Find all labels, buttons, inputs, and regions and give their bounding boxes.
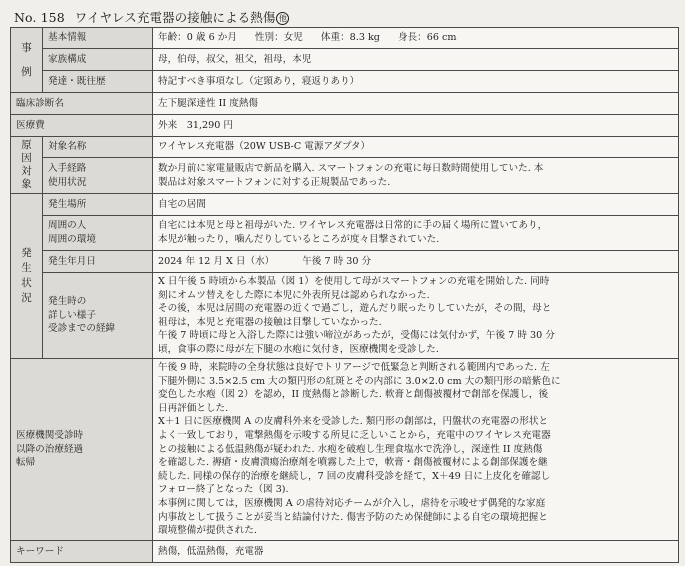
surroundings-value: 自宅には本児と母と祖母がいた. ワイヤレス充電器は日常的に手の届く場所に置いてあり， 本児が触ったり，噛んだりしているところが度々目撃されていた.	[153, 216, 679, 251]
details-label: 発生時の 詳しい様子 受診までの経緯	[43, 273, 153, 359]
row-date	[11, 251, 679, 273]
treatment-value: 午後 9 時，来院時の全身状態は良好でトリアージで低緊急と判断される範囲内であった. 左 下腿外側に 3.5×2.5 cm 大の類円形の紅斑とその内部に 3.0×2.0 cm 大の類円形の暗紫色に 変色した水疱（図 2）を認め，II 度熱傷と診断した. 軟膏と創傷被覆材で創部を保護し，後 日再評価とした. X＋1 日に医療機関 A の皮膚科外来を受診した. 類円形の創部は，円盤状の充電器の形状と よく一致しており，電撃熱傷を示唆する所見に乏しいことから，充電中のワイヤレス充電器 との接触による低温熱傷が疑われた. 水疱を破疱し生理食塩水で洗浄し，深達性 II 度熱傷 を確認した. 褥瘡・皮膚潰瘍治療剤を噴霧した上で，軟膏・創傷被覆材による創部保護を継 続した. 同様の保存的治療を継続し，7 回の皮膚科受診を経て，X＋49 日に上皮化を確認し フォロー終了となった（図 3). 本事例に関しては，医療機関 A の虐待対応チームが介入し，虐待を示唆せず偶発的な家庭 内事故として扱うことが妥当と結論付けた. 傷害予防のため保健師による自宅の環境把握と 環境整備が提供された.	[153, 359, 679, 541]
row-surroundings	[11, 216, 679, 251]
basic-info-value: 年齢：0 歳 6 か月 性別：女児 体重：8.3 kg 身長：66 cm	[153, 28, 679, 49]
keywords-label: キーワード	[11, 541, 153, 563]
cost-value: 外来 31,290 円	[153, 115, 679, 137]
row-product	[11, 137, 679, 158]
row-diagnosis	[11, 93, 679, 115]
mark-circle: 他	[276, 12, 289, 25]
row-place	[11, 194, 679, 216]
family-value: 母，伯母，叔父，祖父，祖母，本児	[153, 49, 679, 71]
date-label: 発生年月日	[43, 251, 153, 273]
place-value: 自宅の居間	[153, 194, 679, 216]
acquisition-label: 入手経路 使用状況	[43, 158, 153, 194]
product-value: ワイヤレス充電器（20W USB-C 電源アダプタ）	[153, 137, 679, 158]
place-label: 発生場所	[43, 194, 153, 216]
case-table	[10, 27, 679, 563]
cause-group-label: 原 因 対 象	[11, 137, 43, 194]
case-title-text: ワイヤレス充電器の接触による熱傷	[74, 10, 276, 25]
family-label: 家族構成	[43, 49, 153, 71]
row-details	[11, 273, 679, 359]
row-acquisition	[11, 158, 679, 194]
product-label: 対象名称	[43, 137, 153, 158]
case-title	[14, 8, 289, 28]
history-value: 特記すべき事項なし（定頸あり，寝返りあり）	[153, 71, 679, 93]
history-label: 発達・既往歴	[43, 71, 153, 93]
diagnosis-value: 左下腿深達性 II 度熱傷	[153, 93, 679, 115]
row-keywords	[11, 541, 679, 563]
cost-label: 医療費	[11, 115, 153, 137]
row-family	[11, 49, 679, 71]
occurrence-group-label: 発 生 状 況	[11, 194, 43, 359]
date-value: 2024 年 12 月 X 日（水） 午後 7 時 30 分	[153, 251, 679, 273]
row-cost	[11, 115, 679, 137]
basic-info-label: 基本情報	[43, 28, 153, 49]
acquisition-value: 数か月前に家電量販店で新品を購入. スマートフォンの充電に毎日数時間使用していた. 本 製品は対象スマートフォンに対する正規製品であった.	[153, 158, 679, 194]
row-basic-info	[11, 28, 679, 49]
diagnosis-label: 臨床診断名	[11, 93, 153, 115]
surroundings-label: 周囲の人 周囲の環境	[43, 216, 153, 251]
treatment-label: 医療機関受診時 以降の治療経過 転帰	[11, 359, 153, 541]
case-group-label: 事 例	[11, 28, 43, 93]
row-treatment	[11, 359, 679, 541]
case-number: No. 158	[14, 10, 65, 25]
row-history	[11, 71, 679, 93]
keywords-value: 熱傷，低温熱傷，充電器	[153, 541, 679, 563]
details-value: X 日午後 5 時頃から本製品（図 1）を使用して母がスマートフォンの充電を開始した. 同時 刻にオムツ替えをした際に本児に外表所見は認められなかった. その後，本児は居間の充電器の近くで過ごし，遊んだり眠ったりしていたが，その間，母と 祖母は，本児と充電器の接触は目撃していなかった. 午後 7 時頃に母と入浴した際には強い啼泣があったが，受傷には気付かず，午後 7 時 30 分 頃，食事の際に母が左下腿の水疱に気付き，医療機関を受診した.	[153, 273, 679, 359]
